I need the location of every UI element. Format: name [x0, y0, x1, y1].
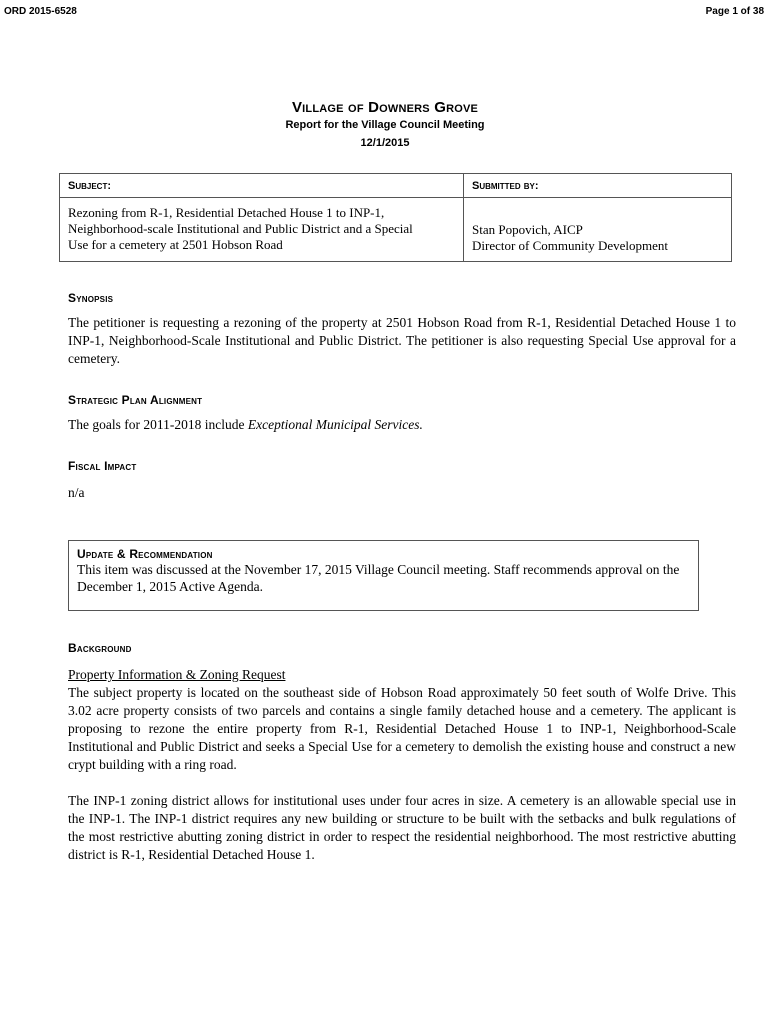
property-info-subheading: Property Information & Zoning Request: [68, 667, 286, 682]
meeting-date: 12/1/2015: [360, 137, 410, 149]
strategic-text-prefix: The goals for 2011-2018 include: [68, 417, 248, 432]
page-title: Village of Downers Grove: [291, 99, 479, 116]
submitter-title: Director of Community Development: [472, 238, 669, 253]
fiscal-heading: Fiscal Impact: [68, 459, 137, 473]
background-paragraph-2: The INP-1 zoning district allows for institutional uses under four acres in size. A cemetery is an allowable special use in the INP-1. The INP-1 district requires any new building or structure to be built with the setbacks and bulk regulations of the most restrictive abutting zoning district in order to respect the residential neighborhood. The most restrictive abutting district is R-1, Residential Detached House 1.: [68, 793, 736, 862]
update-text: This item was discussed at the November 17, 2015 Village Council meeting. Staff recommends approval on the December 1, 2015 Active Agenda.: [77, 562, 680, 594]
subject-table: [59, 173, 732, 262]
submitted-by-label: Submitted by:: [464, 174, 732, 198]
subject-label: Subject:: [60, 174, 464, 198]
subject-text: [60, 198, 464, 262]
strategic-heading: Strategic Plan Alignment: [68, 393, 203, 407]
page-number: Page 1 of 38: [705, 6, 764, 17]
subject-line: Rezoning from R-1, Residential Detached House 1 to INP-1,: [68, 205, 385, 220]
document-id: ORD 2015-6528: [4, 6, 77, 17]
subject-line: Neighborhood-scale Institutional and Public District and a Special: [68, 221, 413, 236]
report-subtitle: Report for the Village Council Meeting: [285, 119, 485, 131]
submitter: [464, 198, 732, 262]
synopsis-text: The petitioner is requesting a rezoning of the property at 2501 Hobson Road from R-1, Residential Detached House 1 to INP-1, Neighborhood-Scale Institutional and Public District. The petitioner is also requesting Special Use approval for a cemetery.: [68, 315, 736, 366]
background-heading: Background: [68, 641, 132, 655]
strategic-text-italic: Exceptional Municipal Services.: [247, 417, 423, 432]
update-heading: Update & Recommendation: [77, 547, 213, 561]
background-paragraph-1: The subject property is located on the southeast side of Hobson Road approximately 50 feet south of Wolfe Drive. This 3.02 acre property consists of two parcels and contains a single family detached house and a cemetery. The applicant is proposing to rezone the entire property from R-1, Residential Detached House 1 to INP-1, Neighborhood-Scale Institutional and Public District and seeks a Special Use for a cemetery to demolish the existing house and construct a new crypt building with a ring road.: [68, 685, 736, 772]
submitter-name: Stan Popovich, AICP: [472, 222, 583, 237]
strategic-text: [68, 416, 736, 434]
synopsis-heading: Synopsis: [68, 291, 114, 305]
update-box: [68, 540, 699, 611]
background-content: [68, 666, 736, 864]
subject-line: Use for a cemetery at 2501 Hobson Road: [68, 237, 283, 252]
fiscal-text: n/a: [68, 485, 85, 500]
